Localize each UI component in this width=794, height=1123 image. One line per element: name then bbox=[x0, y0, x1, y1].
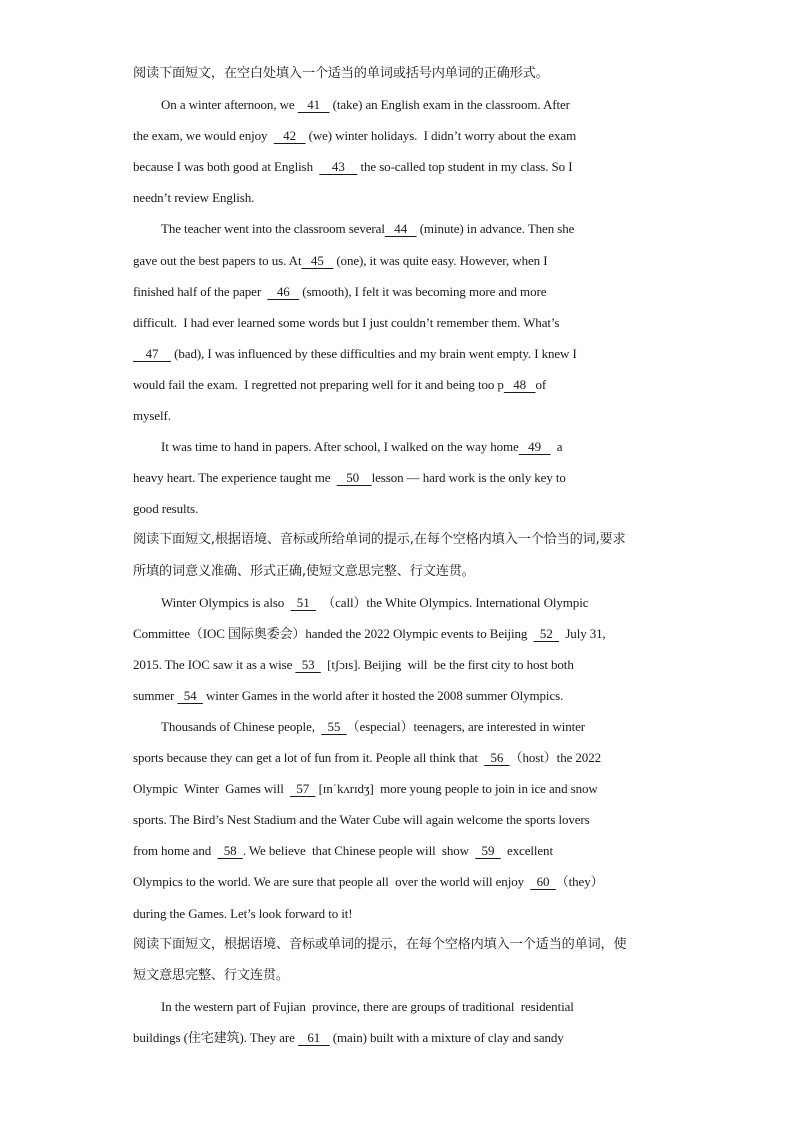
instruction-line bbox=[133, 556, 673, 587]
passage-line bbox=[133, 1022, 673, 1053]
text-segment: myself. bbox=[133, 408, 171, 424]
answer-blank[interactable]: 59 bbox=[475, 843, 501, 859]
text-segment: . We believe that Chinese people will show bbox=[242, 843, 476, 859]
text-segment: 阅读下面短文，在空白处填入一个适当的单词或括号内单词的正确形式。 bbox=[133, 66, 549, 81]
text-segment: In the western part of Fujian province, there are groups of traditional residential bbox=[161, 998, 574, 1014]
text-segment: because I was both good at English bbox=[133, 159, 320, 175]
answer-blank[interactable]: 56 bbox=[484, 750, 510, 766]
text-segment: 阅读下面短文,根据语境、音标或所给单词的提示,在每个空格内填入一个恰当的词,要求 bbox=[133, 532, 626, 548]
answer-blank[interactable]: 48 bbox=[503, 376, 536, 392]
passage-line bbox=[133, 462, 673, 493]
text-segment: needn’t review English. bbox=[133, 190, 255, 206]
answer-blank[interactable]: 51 bbox=[290, 594, 316, 610]
text-segment: gave out the best papers to us. At bbox=[133, 252, 302, 268]
passage-line bbox=[133, 773, 673, 804]
answer-blank[interactable]: 43 bbox=[319, 159, 358, 175]
answer-blank[interactable]: 50 bbox=[336, 470, 372, 486]
passage-line bbox=[133, 804, 673, 835]
text-segment: 阅读下面短文，根据语境、音标或单词的提示，在每个空格内填入一个适当的单词，使 bbox=[133, 936, 627, 952]
answer-blank[interactable]: 52 bbox=[533, 625, 560, 641]
passage-line bbox=[133, 151, 673, 182]
text-segment: [ɪnˈkʌrɪdʒ] more young people to join in ice and snow bbox=[315, 781, 598, 797]
instruction-line bbox=[133, 960, 673, 991]
passage-line bbox=[133, 711, 673, 742]
passage-line bbox=[133, 400, 673, 431]
text-segment: July 31, bbox=[559, 625, 606, 641]
text-segment: finished half of the paper bbox=[133, 283, 268, 299]
passage-line bbox=[133, 369, 673, 400]
answer-blank[interactable]: 55 bbox=[321, 718, 347, 734]
text-segment: a bbox=[550, 439, 563, 455]
answer-blank[interactable]: 53 bbox=[295, 656, 321, 672]
text-segment: 所填的词意义准确、形式正确,使短文意思完整、行文连贯。 bbox=[133, 563, 475, 579]
text-segment: winter Games in the world after it hosted the 2008 summer Olympics. bbox=[202, 687, 564, 703]
passage-line bbox=[133, 680, 673, 711]
passage-line bbox=[133, 89, 673, 120]
passage-line bbox=[133, 835, 673, 866]
text-segment: of bbox=[535, 376, 547, 392]
text-segment: difficult. I had ever learned some words but I just couldn’t remember them. What’s bbox=[133, 314, 560, 330]
passage-line bbox=[133, 866, 673, 897]
answer-blank[interactable]: 49 bbox=[518, 439, 551, 455]
passage-line bbox=[133, 431, 673, 462]
text-segment: （host）the 2022 bbox=[509, 750, 602, 766]
instruction-line bbox=[133, 929, 673, 960]
text-segment: (take) an English exam in the classroom. After bbox=[329, 97, 570, 113]
text-segment: Olympic Winter Games will bbox=[133, 781, 291, 797]
answer-blank[interactable]: 44 bbox=[384, 221, 417, 237]
passage-line bbox=[133, 338, 673, 369]
text-segment: (main) built with a mixture of clay and sandy bbox=[329, 1029, 564, 1045]
text-segment: (we) winter holidays. I didn’t worry about the exam bbox=[305, 128, 577, 144]
worksheet-page bbox=[133, 58, 673, 1053]
passage-line bbox=[133, 213, 673, 244]
answer-blank[interactable]: 57 bbox=[290, 781, 316, 797]
passage-line bbox=[133, 587, 673, 618]
text-segment: (one), it was quite easy. However, when I bbox=[333, 252, 548, 268]
answer-blank[interactable]: 54 bbox=[177, 687, 203, 703]
answer-blank[interactable]: 46 bbox=[267, 283, 300, 299]
text-segment: heavy heart. The experience taught me bbox=[133, 470, 337, 486]
text-segment: sports. The Bird’s Nest Stadium and the Water Cube will again welcome the sports lovers bbox=[133, 812, 590, 828]
answer-blank[interactable]: 61 bbox=[297, 1029, 330, 1045]
passage-line bbox=[133, 742, 673, 773]
text-segment: 2015. The IOC saw it as a wise bbox=[133, 656, 296, 672]
answer-blank[interactable]: 58 bbox=[217, 843, 243, 859]
passage-line bbox=[133, 276, 673, 307]
passage-line bbox=[133, 182, 673, 213]
passage-line bbox=[133, 245, 673, 276]
passage-line bbox=[133, 649, 673, 680]
answer-blank[interactable]: 41 bbox=[297, 97, 330, 113]
text-segment: during the Games. Let’s look forward to it! bbox=[133, 905, 353, 921]
text-segment: the exam, we would enjoy bbox=[133, 128, 274, 144]
instruction-line bbox=[133, 524, 673, 555]
text-segment: Olympics to the world. We are sure that people all over the world will enjoy bbox=[133, 874, 531, 890]
text-segment: 短文意思完整、行文连贯。 bbox=[133, 967, 289, 983]
text-segment: buildings (住宅建筑). They are bbox=[133, 1029, 298, 1045]
answer-blank[interactable]: 45 bbox=[301, 252, 334, 268]
text-segment: The teacher went into the classroom several bbox=[161, 221, 385, 237]
answer-blank[interactable]: 60 bbox=[530, 874, 556, 890]
text-segment: (smooth), I felt it was becoming more and more bbox=[299, 283, 547, 299]
text-segment: from home and bbox=[133, 843, 218, 859]
passage-line bbox=[133, 991, 673, 1022]
text-segment: (bad), I was influenced by these difficulties and my brain went empty. I knew I bbox=[171, 345, 577, 361]
text-segment: would fail the exam. I regretted not preparing well for it and being too p bbox=[133, 376, 504, 392]
text-segment: On a winter afternoon, we bbox=[161, 97, 298, 113]
text-segment: the so-called top student in my class. So I bbox=[357, 159, 573, 175]
passage-line bbox=[133, 493, 673, 524]
text-segment: It was time to hand in papers. After school, I walked on the way home bbox=[161, 439, 519, 455]
passage-line bbox=[133, 120, 673, 151]
passage-line bbox=[133, 618, 673, 649]
answer-blank[interactable]: 42 bbox=[273, 128, 306, 144]
answer-blank[interactable]: 47 bbox=[133, 345, 172, 361]
text-segment: （especial）teenagers, are interested in winter bbox=[346, 718, 586, 734]
text-segment: （they） bbox=[555, 874, 604, 890]
text-segment: excellent bbox=[500, 843, 553, 859]
text-segment: (minute) in advance. Then she bbox=[416, 221, 575, 237]
text-segment: Committee（IOC 国际奥委会）handed the 2022 Olympic events to Beijing bbox=[133, 625, 534, 641]
text-segment: Winter Olympics is also bbox=[161, 594, 291, 610]
text-segment: summer bbox=[133, 687, 178, 703]
text-segment: lesson — hard work is the only key to bbox=[371, 470, 566, 486]
passage-line bbox=[133, 307, 673, 338]
text-segment: Thousands of Chinese people, bbox=[161, 718, 322, 734]
passage-line bbox=[133, 898, 673, 929]
text-segment: （call）the White Olympics. International Olympic bbox=[315, 594, 589, 610]
text-segment: good results. bbox=[133, 501, 199, 517]
instruction-line bbox=[133, 58, 673, 89]
text-segment: [tʃɔɪs]. Beijing will be the first city to host both bbox=[320, 656, 574, 672]
text-segment: sports because they can get a lot of fun from it. People all think that bbox=[133, 750, 485, 766]
